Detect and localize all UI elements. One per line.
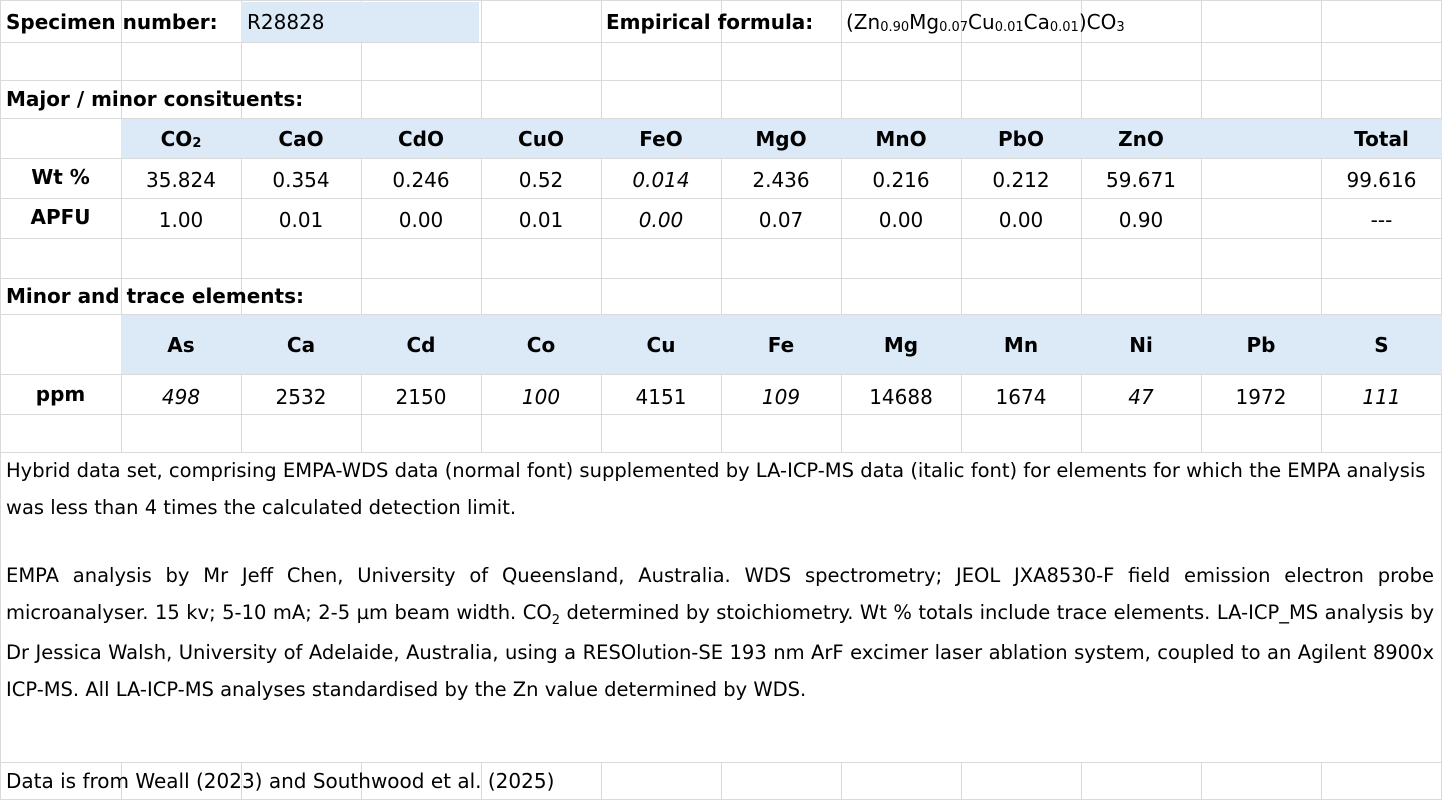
major-value: 2.436	[752, 168, 810, 192]
methods-note	[6, 557, 1434, 708]
formula-subscript-1: 0.07	[939, 19, 969, 35]
major-header-zno: ZnO	[1118, 126, 1164, 151]
methods-co2: $CO_2$	[522, 601, 561, 628]
formula-subscript-3: 0.01	[1049, 19, 1079, 35]
trace-header-pb: Pb	[1246, 332, 1276, 357]
major-value: 0.01	[518, 208, 564, 232]
major-value: 0.01	[278, 208, 324, 232]
major-value: 0.00	[998, 208, 1044, 232]
trace-value: 498	[161, 385, 201, 409]
major-value: 0.216	[872, 168, 930, 192]
major-value: 0.00	[878, 208, 924, 232]
specimen-value[interactable]: R28828	[241, 2, 479, 42]
trace-value: 4151	[635, 385, 687, 409]
major-value: 0.014	[632, 168, 690, 192]
hybrid-note: Hybrid data set, comprising EMPA-WDS data (normal font) supplemented by LA-ICP-MS data (italic font) for elements for which the EMPA analysis was less than 4 times the calculated detection limit.	[6, 459, 1426, 519]
major-value: 0.52	[518, 168, 564, 192]
formula-element-2: Cu	[968, 10, 995, 34]
formula-subscript-2: 0.01	[994, 19, 1024, 35]
major-header-total: Total	[1354, 126, 1409, 151]
trace-value: 100	[521, 385, 561, 409]
major-value: 35.824	[146, 168, 216, 192]
major-value: 59.671	[1106, 168, 1176, 192]
major-row-label: Wt %	[31, 165, 90, 189]
trace-header-as: As	[167, 332, 195, 357]
formula-element-4: )CO	[1078, 10, 1117, 34]
major-header-blank	[1201, 119, 1321, 158]
major-value	[1201, 161, 1321, 199]
formula-subscript-0: 0.90	[880, 19, 910, 35]
trace-value: 14688	[869, 385, 933, 409]
trace-header-mn: Mn	[1003, 332, 1039, 357]
trace-header-cu: Cu	[646, 332, 676, 357]
major-heading: Major / minor consituents:	[6, 87, 304, 111]
major-value: 0.354	[272, 168, 330, 192]
trace-value: 1674	[995, 385, 1047, 409]
trace-header-fe: Fe	[767, 332, 795, 357]
major-value: 1.00	[158, 208, 204, 232]
major-header-cuo: CuO	[518, 126, 564, 151]
source-note: Data is from Weall (2023) and Southwood et al. (2025)	[6, 769, 555, 793]
trace-heading: Minor and trace elements:	[6, 284, 304, 308]
trace-value: 2150	[395, 385, 447, 409]
methods-text-2: determined by stoichiometry. Wt % totals include trace elements. LA-ICP_MS analysis by Dr Jessica Walsh, University of Adelaide, Australia, using a RESOlution-SE 193 nm ArF excimer laser ablation system, coupled to an Agilent 8900x ICP-MS. All LA-ICP-MS analyses standardised by the Zn value determined by WDS.	[6, 601, 1435, 701]
trace-row-label: ppm	[35, 382, 86, 406]
formula-label: Empirical formula:	[606, 10, 814, 34]
major-value: 0.212	[992, 168, 1050, 192]
trace-header-s: S	[1374, 332, 1389, 357]
specimen-label: Specimen number:	[6, 10, 218, 34]
major-header-co: CO 2	[160, 126, 202, 151]
trace-value: 2532	[275, 385, 327, 409]
trace-header-cd: Cd	[406, 332, 436, 357]
major-header-mno: MnO	[875, 126, 927, 151]
trace-value: 1972	[1235, 385, 1287, 409]
major-header-cao: CaO	[278, 126, 324, 151]
major-header-pbo: PbO	[998, 126, 1044, 151]
trace-value: 47	[1128, 385, 1154, 409]
trace-value: 111	[1362, 385, 1401, 409]
trace-header-co: Co	[526, 332, 556, 357]
major-value	[1201, 201, 1321, 239]
trace-value: 109	[761, 385, 801, 409]
major-row-label: APFU	[30, 205, 91, 229]
formula-element-3: Ca	[1023, 10, 1050, 34]
methods-text-1: EMPA analysis by Mr Jeff Chen, University of Queensland, Australia. WDS spectrometry; JEOL JXA8530-F field emission electron probe microanalyser. 15 kv; 5-10 mA; 2-5 µm beam width.	[6, 564, 1434, 624]
major-value: 99.616	[1346, 168, 1417, 192]
major-value: 0.90	[1118, 208, 1164, 232]
major-header-cdo: CdO	[398, 126, 444, 151]
formula-element-0: (Zn	[846, 10, 881, 34]
major-value: 0.246	[392, 168, 450, 192]
formula-subscript-4: 3	[1116, 19, 1125, 35]
trace-header-ni: Ni	[1129, 332, 1153, 357]
formula-element-1: Mg	[909, 10, 940, 34]
major-value: 0.00	[398, 208, 444, 232]
trace-header-mg: Mg	[883, 332, 919, 357]
trace-header-ca: Ca	[286, 332, 316, 357]
major-value: ---	[1370, 208, 1393, 232]
empirical-formula	[846, 2, 1125, 42]
major-header-mgo: MgO	[755, 126, 807, 151]
major-value: 0.00	[638, 208, 684, 232]
major-header-feo: FeO	[639, 126, 683, 151]
major-value: 0.07	[758, 208, 804, 232]
